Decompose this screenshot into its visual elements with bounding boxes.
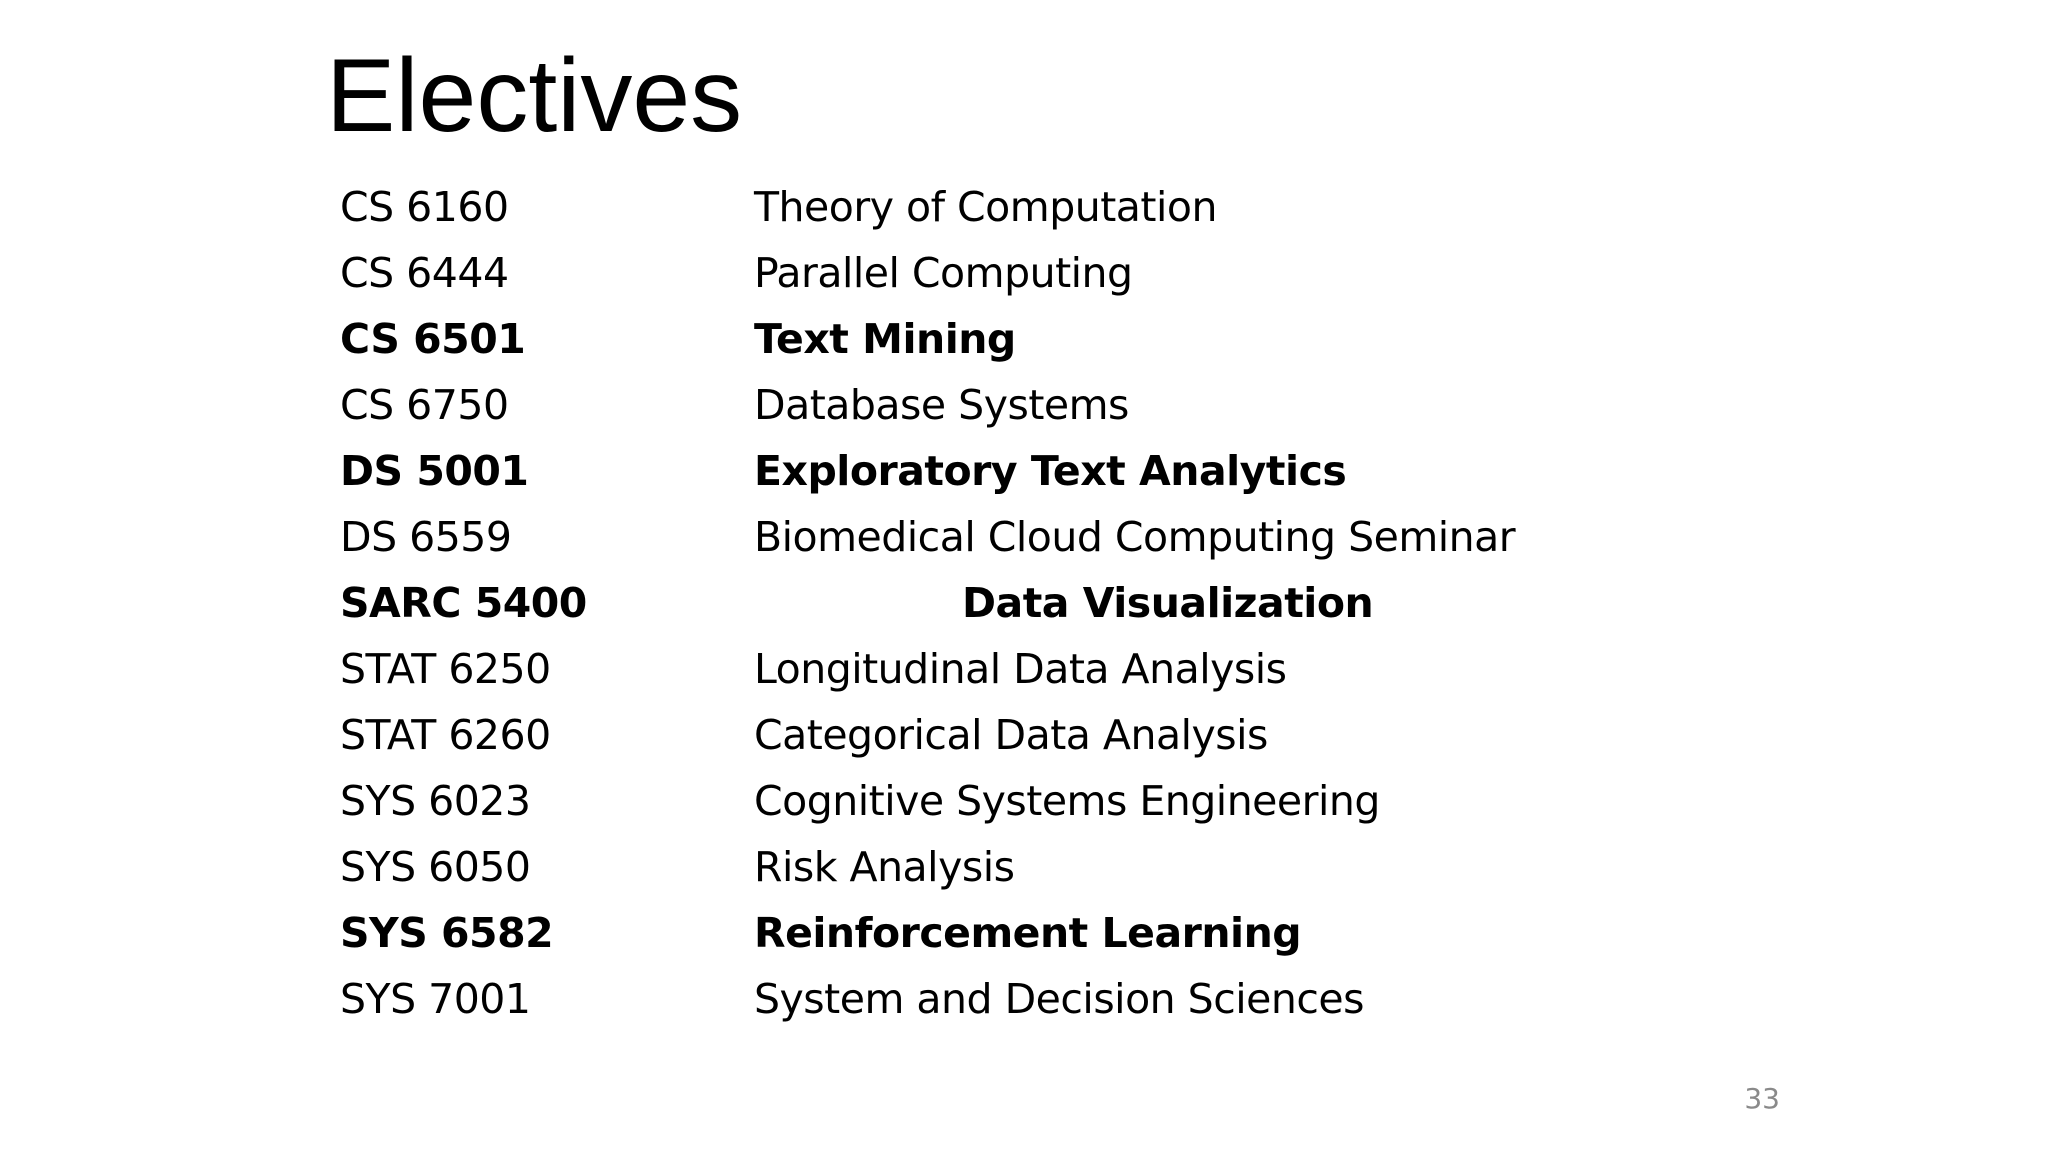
course-row [340,636,1540,702]
course-name: Risk Analysis [754,843,1015,891]
course-code: STAT 6250 [340,645,551,693]
course-row [340,504,1540,570]
course-name: Cognitive Systems Engineering [754,777,1380,825]
course-name: Theory of Computation [754,183,1217,231]
course-name: Longitudinal Data Analysis [754,645,1287,693]
course-name: Parallel Computing [754,249,1133,297]
course-row [340,966,1540,1032]
course-name: Text Mining [754,315,1016,363]
electives-table-body [340,174,1540,1032]
course-row [340,570,1540,636]
course-row [340,438,1540,504]
course-code: STAT 6260 [340,711,551,759]
course-code: DS 5001 [340,447,529,495]
course-row [340,174,1540,240]
course-row [340,702,1540,768]
course-row [340,240,1540,306]
course-code: CS 6750 [340,381,509,429]
course-name: Data Visualization [962,579,1374,627]
course-code: SYS 7001 [340,975,531,1023]
course-code: CS 6501 [340,315,526,363]
slide-title: Electives [326,38,743,154]
course-code: SYS 6582 [340,909,554,957]
course-code: DS 6559 [340,513,512,561]
course-code: SARC 5400 [340,579,587,627]
course-row [340,372,1540,438]
course-row [340,768,1540,834]
course-name: Reinforcement Learning [754,909,1302,957]
course-name: System and Decision Sciences [754,975,1364,1023]
course-row [340,306,1540,372]
course-code: CS 6160 [340,183,509,231]
course-code: SYS 6050 [340,843,531,891]
course-name: Database Systems [754,381,1129,429]
page-number: 33 [1744,1082,1780,1115]
course-name: Biomedical Cloud Computing Seminar [754,513,1516,561]
electives-table [340,174,1540,1032]
course-name: Categorical Data Analysis [754,711,1268,759]
course-code: SYS 6023 [340,777,531,825]
course-row [340,834,1540,900]
course-name: Exploratory Text Analytics [754,447,1347,495]
course-code: CS 6444 [340,249,509,297]
course-row [340,900,1540,966]
